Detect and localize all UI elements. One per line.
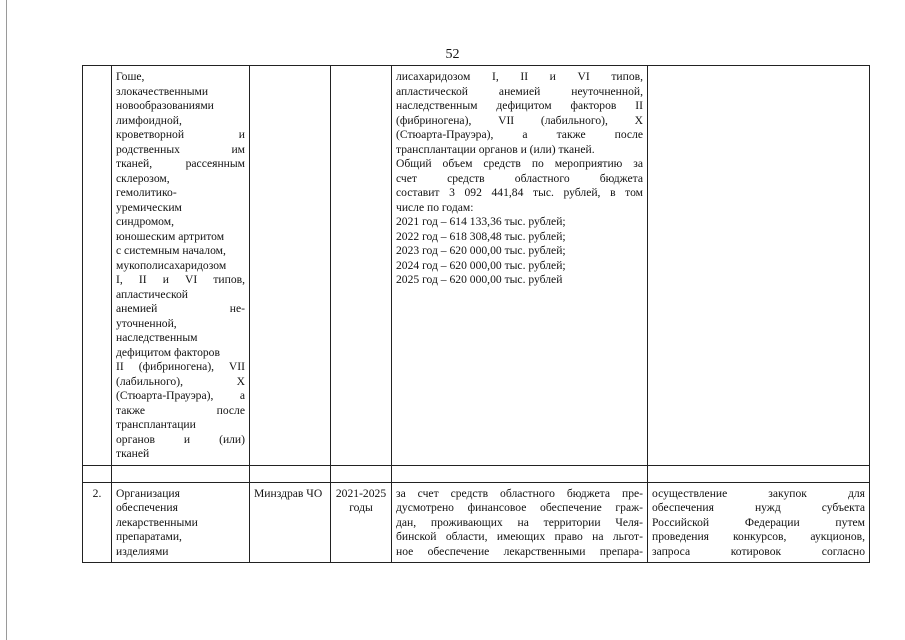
text-line: Организация (116, 486, 180, 500)
row-number: 2. (83, 482, 112, 563)
text-line: наследственным (116, 331, 198, 344)
cell-measure-name (112, 482, 250, 563)
text-line: лимфоидной, (116, 113, 182, 127)
text-line: Общий объем средств по мероприятию за (396, 157, 643, 170)
page-number: 52 (445, 47, 460, 62)
text-line: бинской области, имеющих право на льгот- (396, 530, 643, 543)
measure-name-text (116, 70, 245, 462)
text-line: трансплантации (116, 418, 196, 431)
text-line: кроветворной и (116, 128, 245, 141)
measure-name-text (116, 487, 245, 560)
text-line: проведения конкурсов, аукционов, (652, 530, 865, 543)
text-line: (Стюарта-Прауэра), а (116, 389, 245, 402)
cell-executor (250, 66, 331, 466)
text-line: злокачественными (116, 84, 209, 98)
description-text (396, 487, 643, 560)
text-line: дефицитом факторов (116, 345, 220, 359)
cell-executor (250, 482, 331, 563)
text-line: лисахаридозом I, II и VI типов, (396, 70, 643, 83)
text-line: за счет средств областного бюджета пре- (396, 486, 643, 500)
text-line: новообразованиями (116, 99, 214, 112)
text-line: числе по годам: (396, 200, 474, 214)
executor-text: Минздрав ЧО (254, 486, 323, 500)
text-line: осуществление закупок для (652, 486, 865, 500)
mechanism-text (652, 487, 865, 560)
text-line: уточненной, (116, 316, 177, 330)
text-line: дан, проживающих на территории Челя- (396, 515, 643, 529)
text-line: родственных им (116, 142, 245, 156)
text-line: 2022 год – 618 308,48 тыс. рублей; (396, 229, 566, 243)
cell-period (331, 482, 392, 563)
text-line: с системным началом, (116, 244, 226, 257)
text-line: 2024 год – 620 000,00 тыс. рублей; (396, 258, 566, 272)
text-line: обеспечения (116, 501, 178, 514)
cell-mechanism (648, 66, 870, 466)
cell-measure-name (112, 66, 250, 466)
text-line: запроса котировок согласно (652, 544, 865, 558)
text-line: юношеским артритом (116, 229, 225, 243)
text-line: годы (349, 501, 373, 514)
text-line: тканей, рассеянным (116, 157, 245, 170)
text-line: апластической (116, 287, 189, 301)
text-line: апластической анемией неуточненной, (396, 84, 643, 98)
text-line: Гоше, (116, 70, 145, 83)
text-line: гемолитико- (116, 186, 177, 199)
text-line: дусмотрено финансовое обеспечение граж- (396, 501, 643, 514)
text-line: изделиями (116, 544, 169, 558)
text-line: ное обеспечение лекарственными препара- (396, 544, 643, 558)
period-text (335, 487, 387, 516)
text-line: обеспечения нужд субъекта (652, 501, 865, 514)
cell-number (83, 66, 112, 466)
text-line: трансплантации органов и (или) тканей. (396, 142, 595, 156)
table-row-spacer (83, 465, 870, 482)
cell-period (331, 66, 392, 466)
text-line: (лабильного), X (116, 374, 245, 388)
text-line: анемией не- (116, 302, 245, 315)
description-text (396, 70, 643, 288)
text-line: Российской Федерации путем (652, 515, 865, 529)
text-line: составит 3 092 441,84 тыс. рублей, в том (396, 186, 643, 199)
text-line: 2021 год – 614 133,36 тыс. рублей; (396, 215, 566, 228)
text-line: счет средств областного бюджета (396, 171, 643, 185)
table-row-continued (83, 66, 870, 466)
text-line: 2025 год – 620 000,00 тыс. рублей (396, 273, 563, 286)
text-line: синдромом, (116, 215, 174, 228)
text-line: склерозом, (116, 171, 170, 185)
text-line: I, II и VI типов, (116, 273, 245, 286)
text-line: (Стюарта-Прауэра), а также после (396, 128, 643, 141)
text-line: тканей (116, 447, 150, 460)
measures-table (82, 65, 870, 563)
cell-mechanism (648, 482, 870, 563)
text-line: наследственным дефицитом факторов II (396, 99, 643, 112)
text-line: органов и (или) (116, 432, 245, 446)
cell-description (392, 482, 648, 563)
text-line: мукополисахаридозом (116, 258, 227, 272)
text-line: лекарственными (116, 515, 198, 529)
text-line: (фибриногена), VII (лабильного), X (396, 113, 643, 127)
page-edge-line (6, 0, 7, 640)
text-line: 2021-2025 (335, 486, 387, 500)
text-line: препаратами, (116, 530, 182, 543)
table-row-2 (83, 482, 870, 563)
cell-description (392, 66, 648, 466)
text-line: II (фибриногена), VII (116, 360, 245, 373)
text-line: 2023 год – 620 000,00 тыс. рублей; (396, 244, 566, 257)
text-line: также после (116, 403, 245, 417)
text-line: уремическим (116, 200, 182, 214)
